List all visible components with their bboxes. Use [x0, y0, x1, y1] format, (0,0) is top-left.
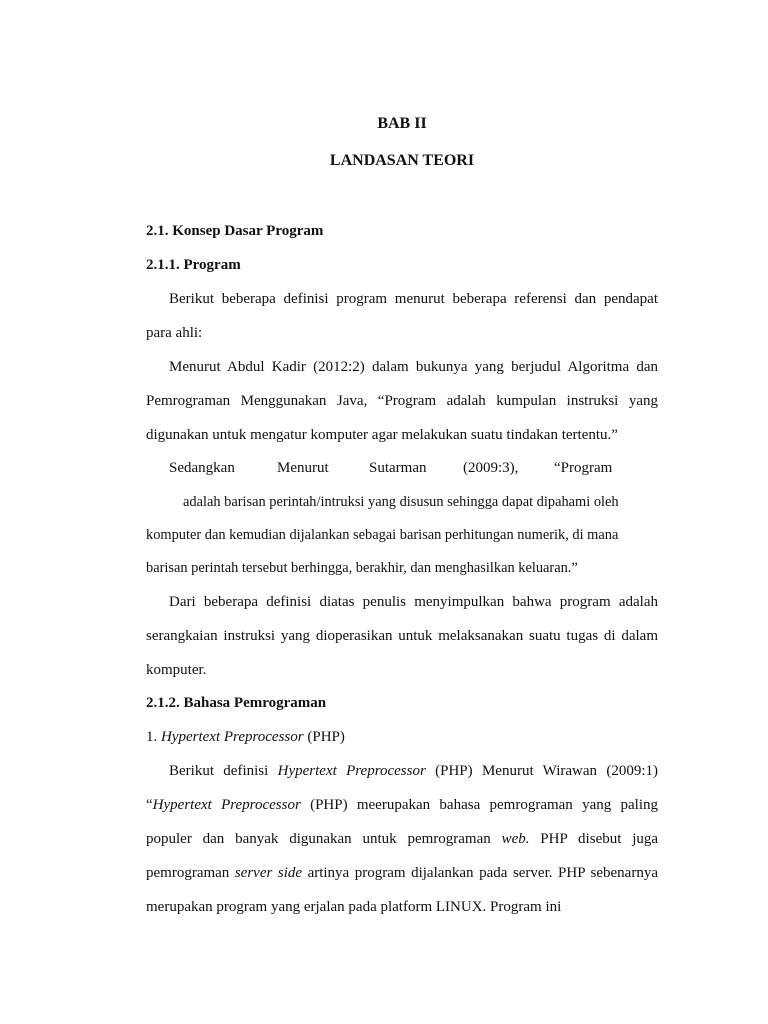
paragraph-line: para ahli:	[146, 325, 203, 341]
section-heading-2-1-1: 2.1.1. Program	[146, 257, 241, 273]
section-heading-2-1: 2.1. Konsep Dasar Program	[146, 223, 324, 239]
section-heading-2-1-2: 2.1.2. Bahasa Pemrograman	[146, 695, 327, 711]
word: Sedangkan	[169, 460, 235, 476]
list-number: 1.	[146, 729, 158, 745]
paragraph-line: Pemrograman Menggunakan Java, “Program adalah kumpulan instruksi yang	[146, 393, 658, 409]
text-run: populer dan banyak digunakan untuk pemrograman	[146, 831, 491, 847]
text-run: PHP disebut juga	[540, 831, 659, 847]
quote-line: adalah barisan perintah/intruksi yang disusun sehingga dapat dipahami oleh	[183, 494, 619, 510]
text-run: (PHP) Menurut Wirawan (2009:1)	[435, 763, 659, 779]
word: Menurut	[277, 460, 329, 476]
list-item	[146, 728, 658, 746]
word: “Program	[554, 460, 613, 476]
paragraph-line: Berikut beberapa definisi program menurut beberapa referensi dan pendapat	[169, 291, 658, 307]
text-run: pemrograman	[146, 865, 230, 881]
quote-line: komputer dan kemudian dijalankan sebagai barisan perhitungan numerik, di mana	[146, 527, 619, 543]
text-run: artinya program dijalankan pada server. PHP sebenarnya	[307, 865, 658, 881]
paragraph-line: komputer.	[146, 662, 207, 678]
chapter-number: BAB II	[377, 115, 427, 132]
paragraph-line: digunakan untuk mengatur komputer agar melakukan suatu tindakan tertentu.”	[146, 427, 618, 443]
paragraph-line	[169, 762, 658, 780]
paragraph-line	[146, 796, 658, 814]
word: Sutarman	[369, 460, 427, 476]
italic-run: Hypertext Preprocessor	[152, 797, 301, 813]
paragraph-line: Dari beberapa definisi diatas penulis menyimpulkan bahwa program adalah	[169, 594, 658, 610]
paragraph-line: merupakan program yang erjalan pada platform LINUX. Program ini	[146, 899, 562, 915]
quote-line: barisan perintah tersebut berhingga, berakhir, dan menghasilkan keluaran.”	[146, 560, 578, 576]
text-run: Berikut definisi	[169, 763, 269, 779]
italic-run: server side	[234, 865, 303, 881]
italic-run: Hypertext Preprocessor	[277, 763, 426, 779]
text-run: (PHP) meerupakan bahasa pemrograman yang paling	[310, 797, 658, 813]
paragraph-line-spaced	[146, 459, 658, 477]
paragraph-line	[146, 830, 658, 848]
list-term: Hypertext Preprocessor	[161, 729, 304, 745]
list-term-suffix: (PHP)	[307, 729, 345, 745]
italic-run: web.	[501, 831, 530, 847]
word: (2009:3),	[463, 460, 519, 476]
paragraph-line: Menurut Abdul Kadir (2012:2) dalam bukunya yang berjudul Algoritma dan	[169, 359, 658, 375]
chapter-title: LANDASAN TEORI	[329, 152, 475, 169]
paragraph-line: serangkaian instruksi yang dioperasikan untuk melaksanakan suatu tugas di dalam	[146, 628, 658, 644]
paragraph-line	[146, 864, 658, 882]
text-run: “	[146, 797, 153, 813]
